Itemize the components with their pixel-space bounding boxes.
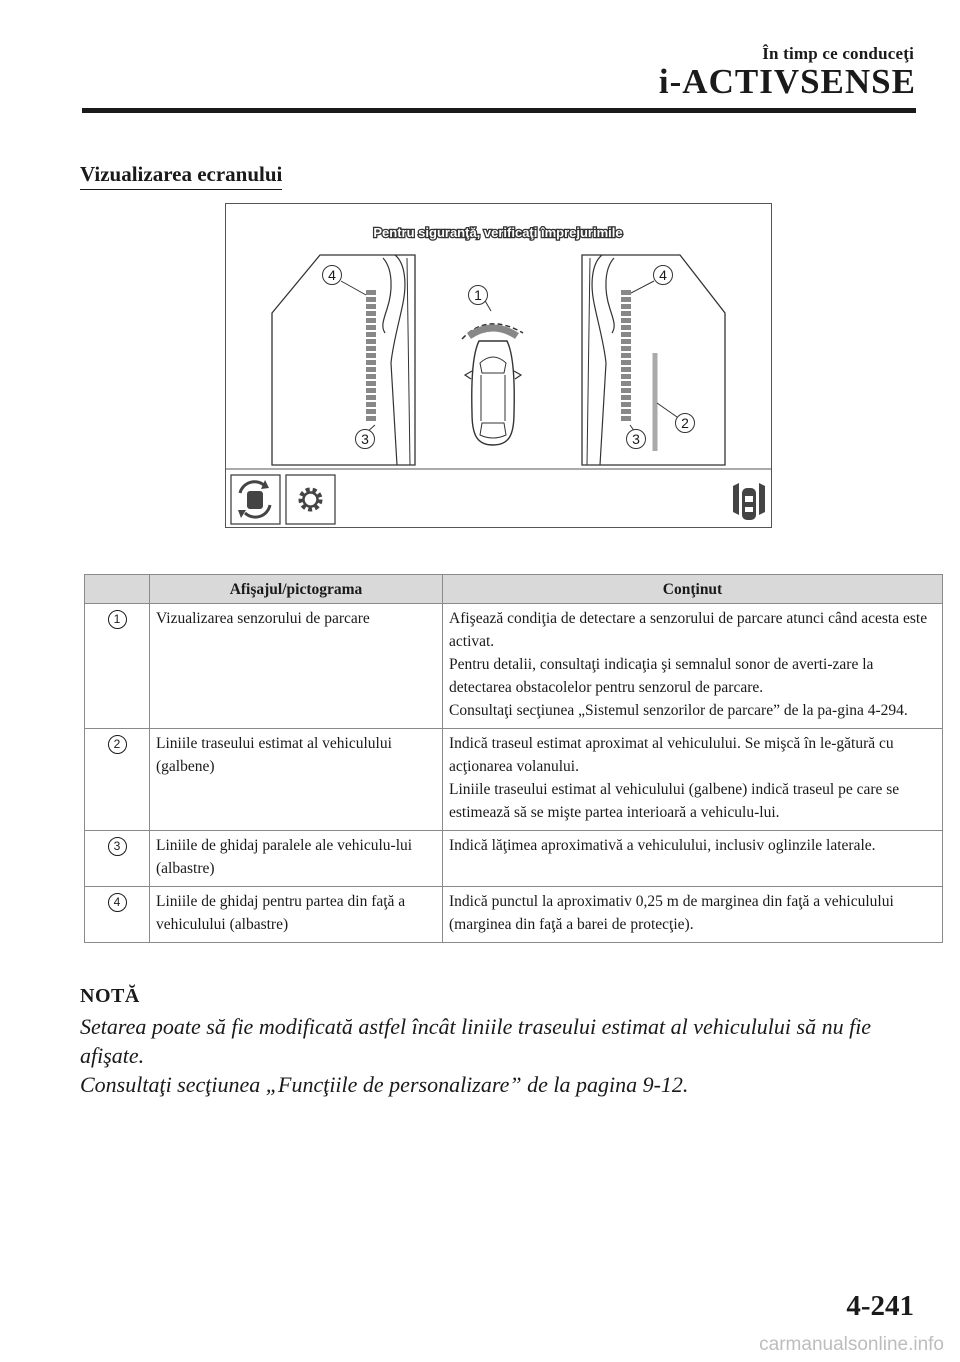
content-line: Indică lăţimea aproximativă a vehiculului, inclusiv oglinzile laterale. [449,837,876,854]
row-name: Liniile de ghidaj pentru partea din faţă a vehiculului (albastre) [150,887,443,943]
table-row [85,887,943,943]
callout-3-right: 3 [632,431,640,447]
callout-4-left: 4 [328,267,336,283]
table-row [85,604,943,729]
running-header-chapter: i-ACTIVSENSE [658,62,916,101]
content-line: Indică traseul estimat aproximat al vehiculului. Se mişcă în le-gătură cu acţionarea volanului. [449,735,894,775]
table-row [85,729,943,831]
row-name: Liniile traseului estimat al vehiculului (galbene) [150,729,443,831]
row-number-badge: 1 [108,610,127,629]
row-number-badge: 3 [108,837,127,856]
row-number-badge: 4 [108,893,127,912]
left-side-view [272,255,415,465]
row-number-badge: 2 [108,735,127,754]
figure-banner: Pentru siguranţă, verificaţi împrejurimile [373,225,623,240]
note-line: Setarea poate să fie modificată astfel încât liniile traseului estimat al vehiculului să nu fie afişate. [80,1014,872,1068]
header-cell-content: Conţinut [443,575,943,604]
header-cell-display: Afişajul/pictograma [150,575,443,604]
content-line: Afişează condiţia de detectare a senzorului de parcare atunci când acesta este activat. [449,610,928,650]
content-line: Indică punctul la aproximativ 0,25 m de marginea din faţă a vehiculului (marginea din faţă a barei de protecţie). [449,893,894,933]
row-name: Vizualizarea senzorului de parcare [150,604,443,729]
callout-1: 1 [474,287,482,303]
right-side-view [582,255,725,465]
callout-2: 2 [681,415,689,431]
content-line: Pentru detalii, consultaţi indicaţia şi semnalul sonor de averti-zare la detectarea obstacolelor pentru senzorul de parcare. [449,656,874,696]
callout-3-left: 3 [361,431,369,447]
content-line: Consultaţi secţiunea „Sistemul senzorilor de parcare” de la pa-gina 4-294. [449,702,908,719]
row-content [443,831,943,887]
page-number: 4-241 [846,1290,914,1322]
screen-display-figure [225,203,772,528]
table-row [85,831,943,887]
table-header-row [85,575,943,604]
row-content [443,729,943,831]
header-rule [82,108,916,113]
note-body [80,1012,940,1099]
camera-switch-icon[interactable] [231,475,280,524]
gear-icon[interactable] [286,475,335,524]
header-cell-number [85,575,150,604]
watermark: carmanualsonline.info [759,1334,944,1355]
row-content [443,887,943,943]
running-header-section: În timp ce conduceţi [762,44,914,63]
note-line: Consultaţi secţiunea „Funcţiile de personalizare” de la pagina 9-12. [80,1072,689,1097]
section-title: Vizualizarea ecranului [80,162,282,190]
content-line: Liniile traseului estimat al vehiculului (galbene) indică traseul pe care se estimează să se mişte partea interioară a vehiculu-lui. [449,781,900,821]
row-content [443,604,943,729]
row-name: Liniile de ghidaj paralele ale vehiculu-lui (albastre) [150,831,443,887]
display-info-table [84,574,943,943]
note-label: NOTĂ [80,985,140,1007]
callout-4-right: 4 [659,267,667,283]
